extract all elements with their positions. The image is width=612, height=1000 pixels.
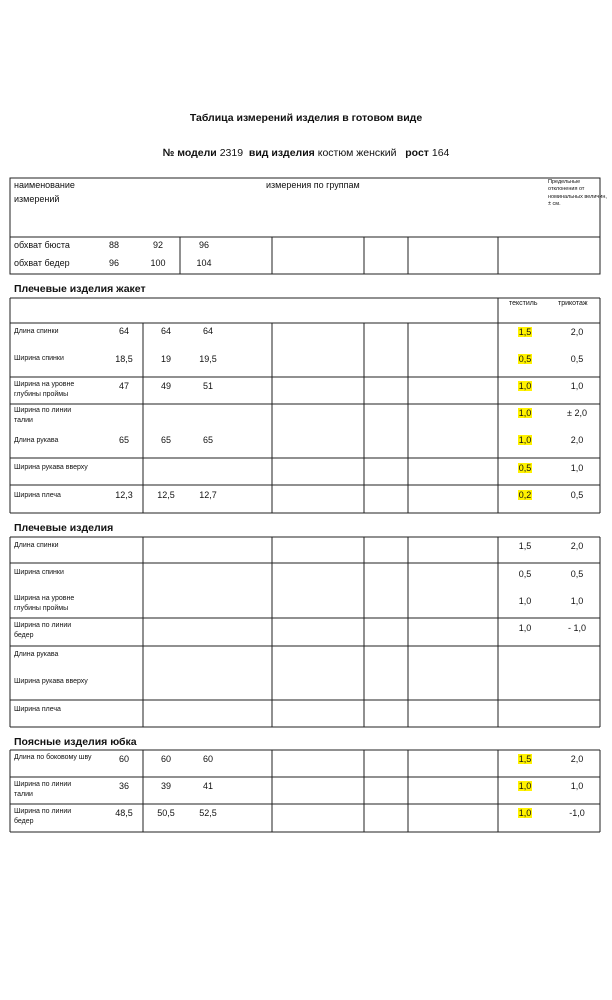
- row-label: Ширина рукава вверху: [14, 464, 88, 471]
- tol-textile-value: 1,0: [518, 781, 532, 791]
- row-label: Ширина по линии талии: [14, 407, 72, 425]
- row-value: 19,5: [199, 354, 217, 364]
- tol-knit: 2,0: [570, 435, 584, 445]
- row-value: 51: [202, 381, 213, 391]
- header-groups: измерения по группам: [266, 180, 360, 190]
- tol-knit: 2,0: [570, 327, 584, 337]
- tol-knit: -1,0: [569, 808, 585, 818]
- tol-knit: 1,0: [570, 381, 584, 391]
- tol-textile: 1,0: [518, 623, 532, 633]
- base-row-label: обхват бюста: [14, 240, 70, 250]
- tol-textile: [505, 381, 545, 391]
- product-type-label: вид изделия: [248, 147, 315, 159]
- tol-knit: 1,0: [570, 596, 584, 606]
- tol-textile-value: 1,5: [518, 754, 532, 764]
- row-value: 36: [118, 781, 129, 791]
- row-label: Ширина по линии бедер: [14, 808, 72, 826]
- tol-textile: [505, 435, 545, 445]
- tol-textile-value: 1,0: [518, 381, 532, 391]
- base-row-value: 96: [198, 240, 209, 250]
- section-title-shoulder: Плечевые изделия: [14, 522, 114, 534]
- row-label: Длина спинки: [14, 542, 59, 549]
- tol-textile-value: 1,0: [518, 808, 532, 818]
- tol-textile: [505, 754, 545, 764]
- row-label: Ширина по линии бедер: [14, 622, 72, 640]
- row-label: Ширина по линии талии: [14, 781, 72, 799]
- tol-header-knit: трикотаж: [558, 300, 588, 307]
- tol-textile: 1,5: [518, 541, 532, 551]
- tol-textile: [505, 408, 545, 418]
- tol-textile-value: 1,5: [518, 327, 532, 337]
- row-value: 64: [118, 326, 129, 336]
- row-label: Ширина плеча: [14, 492, 61, 499]
- row-value: 41: [202, 781, 213, 791]
- tol-knit: 0,5: [570, 354, 584, 364]
- tol-knit: 2,0: [570, 541, 584, 551]
- row-value: 64: [202, 326, 213, 336]
- tol-textile: [505, 354, 545, 364]
- row-value: 50,5: [157, 808, 175, 818]
- product-type-value: костюм женский: [317, 147, 397, 159]
- row-label: Длина рукава: [14, 437, 59, 444]
- row-label: Ширина плеча: [14, 706, 61, 713]
- row-value: 60: [160, 754, 171, 764]
- tol-textile: [505, 327, 545, 337]
- tol-knit: 2,0: [570, 754, 584, 764]
- tol-textile: [505, 490, 545, 500]
- tol-textile-value: 1,0: [518, 435, 532, 445]
- row-value: 60: [118, 754, 129, 764]
- tol-textile: [505, 463, 545, 473]
- tol-knit: - 1,0: [567, 623, 586, 633]
- row-value: 64: [160, 326, 171, 336]
- tol-knit: ± 2,0: [567, 408, 587, 418]
- height-value: 164: [431, 147, 450, 159]
- tol-textile-value: 0,2: [518, 490, 532, 500]
- row-label: Длина спинки: [14, 328, 59, 335]
- base-row-value: 96: [108, 258, 119, 268]
- section-title-skirt: Поясные изделия юбка: [14, 736, 137, 748]
- section-title-jacket: Плечевые изделия жакет: [14, 283, 146, 295]
- row-value: 48,5: [115, 808, 133, 818]
- tol-textile: 0,5: [518, 569, 532, 579]
- row-value: 49: [160, 381, 171, 391]
- tol-knit: 0,5: [570, 490, 584, 500]
- row-value: 12,5: [157, 490, 175, 500]
- header-name-col-2: измерений: [14, 194, 60, 204]
- base-row-label: обхват бедер: [14, 258, 70, 268]
- row-value: 12,3: [115, 490, 133, 500]
- tol-header-textile: текстиль: [509, 300, 538, 307]
- row-value: 65: [202, 435, 213, 445]
- document-title: Таблица измерений изделия в готовом виде: [189, 112, 423, 124]
- tol-textile: [505, 808, 545, 818]
- row-value: 65: [160, 435, 171, 445]
- tol-textile-value: 1,0: [518, 408, 532, 418]
- base-row-value: 92: [152, 240, 163, 250]
- model-no-label: № модели: [162, 147, 217, 159]
- row-label: Ширина на уровне глубины проймы: [14, 381, 75, 399]
- row-value: 18,5: [115, 354, 133, 364]
- tol-knit: 1,0: [570, 463, 584, 473]
- tol-textile: 1,0: [518, 596, 532, 606]
- model-no-value: 2319: [219, 147, 244, 159]
- base-row-value: 88: [108, 240, 119, 250]
- base-row-value: 104: [196, 258, 212, 268]
- tol-textile: [505, 781, 545, 791]
- tol-textile-value: 0,5: [518, 354, 532, 364]
- row-label: Ширина на уровне глубины проймы: [14, 595, 75, 613]
- tol-textile-value: 0,5: [518, 463, 532, 473]
- row-value: 47: [118, 381, 129, 391]
- row-value: 12,7: [199, 490, 217, 500]
- row-value: 52,5: [199, 808, 217, 818]
- header-name-col: наименование: [14, 180, 75, 190]
- row-label: Длина рукава: [14, 651, 59, 658]
- row-label: Ширина спинки: [14, 355, 64, 362]
- row-value: 60: [202, 754, 213, 764]
- row-label: Ширина спинки: [14, 569, 64, 576]
- row-label: Длина по боковому шву: [14, 754, 92, 761]
- height-label: рост: [405, 147, 429, 159]
- base-row-value: 100: [150, 258, 166, 268]
- row-value: 39: [160, 781, 171, 791]
- tol-knit: 1,0: [570, 781, 584, 791]
- row-value: 65: [118, 435, 129, 445]
- tol-knit: 0,5: [570, 569, 584, 579]
- row-value: 19: [160, 354, 171, 364]
- row-label: Ширина рукава вверху: [14, 678, 88, 685]
- header-tolerance: Предельные отклонения от номинальных величин, ± см.: [548, 179, 607, 208]
